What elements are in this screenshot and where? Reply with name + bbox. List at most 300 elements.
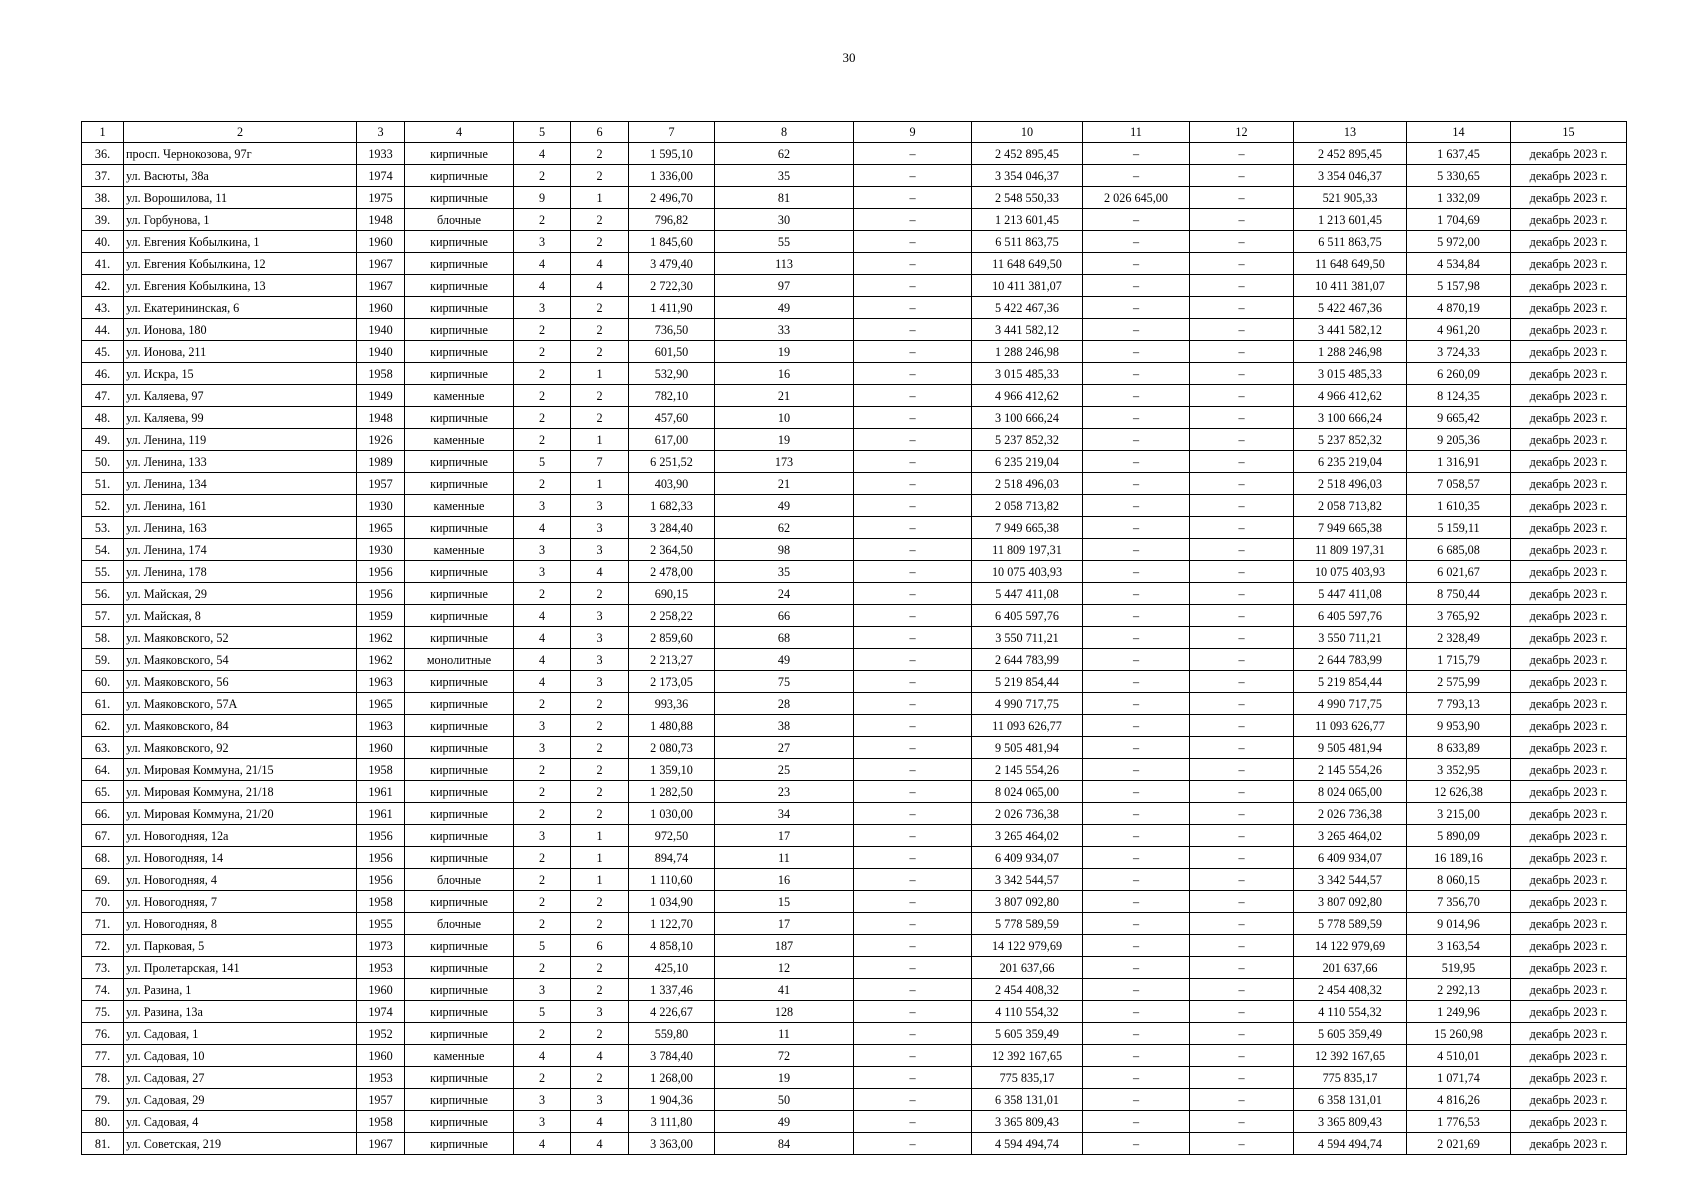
cost-col-11-cell: – bbox=[1083, 869, 1190, 891]
cost-col-13-cell: 11 648 649,50 bbox=[1294, 253, 1407, 275]
row-number-cell: 37. bbox=[82, 165, 124, 187]
floors-cell: 9 bbox=[514, 187, 571, 209]
wall-material-cell: монолитные bbox=[405, 649, 514, 671]
address-cell: ул. Маяковского, 54 bbox=[124, 649, 357, 671]
completion-date-cell: декабрь 2023 г. bbox=[1511, 517, 1627, 539]
wall-material-cell: блочные bbox=[405, 209, 514, 231]
residents-cell: 15 bbox=[715, 891, 854, 913]
cost-col-13-cell: 7 949 665,38 bbox=[1294, 517, 1407, 539]
row-number-cell: 65. bbox=[82, 781, 124, 803]
entrances-cell: 1 bbox=[571, 869, 629, 891]
row-number-cell: 80. bbox=[82, 1111, 124, 1133]
cost-col-11-cell: – bbox=[1083, 693, 1190, 715]
cost-col-11-cell: – bbox=[1083, 451, 1190, 473]
address-cell: ул. Маяковского, 84 bbox=[124, 715, 357, 737]
total-area-cell: 2 859,60 bbox=[629, 627, 715, 649]
table-row bbox=[82, 143, 1627, 165]
cost-col-13-cell: 2 454 408,32 bbox=[1294, 979, 1407, 1001]
entrances-cell: 2 bbox=[571, 165, 629, 187]
cost-col-11-cell: – bbox=[1083, 737, 1190, 759]
wall-material-cell: каменные bbox=[405, 429, 514, 451]
cost-col-9-cell: – bbox=[854, 825, 972, 847]
cost-col-11-cell: – bbox=[1083, 1023, 1190, 1045]
entrances-cell: 1 bbox=[571, 825, 629, 847]
cost-col-9-cell: – bbox=[854, 957, 972, 979]
wall-material-cell: кирпичные bbox=[405, 187, 514, 209]
row-number-cell: 79. bbox=[82, 1089, 124, 1111]
cost-col-12-cell: – bbox=[1190, 319, 1294, 341]
address-cell: ул. Ворошилова, 11 bbox=[124, 187, 357, 209]
column-number-row bbox=[82, 122, 1627, 143]
cost-col-11-cell: – bbox=[1083, 1067, 1190, 1089]
cost-col-11-cell: – bbox=[1083, 803, 1190, 825]
total-area-cell: 1 359,10 bbox=[629, 759, 715, 781]
cost-col-13-cell: 10 411 381,07 bbox=[1294, 275, 1407, 297]
cost-col-13-cell: 2 644 783,99 bbox=[1294, 649, 1407, 671]
cost-col-9-cell: – bbox=[854, 165, 972, 187]
row-number-cell: 60. bbox=[82, 671, 124, 693]
row-number-cell: 52. bbox=[82, 495, 124, 517]
address-cell: ул. Садовая, 4 bbox=[124, 1111, 357, 1133]
total-area-cell: 3 111,80 bbox=[629, 1111, 715, 1133]
wall-material-cell: кирпичные bbox=[405, 517, 514, 539]
year-built-cell: 1956 bbox=[357, 583, 405, 605]
cost-per-sqm-cell: 3 163,54 bbox=[1407, 935, 1511, 957]
completion-date-cell: декабрь 2023 г. bbox=[1511, 143, 1627, 165]
year-built-cell: 1956 bbox=[357, 561, 405, 583]
row-number-cell: 56. bbox=[82, 583, 124, 605]
entrances-cell: 4 bbox=[571, 1045, 629, 1067]
cost-col-9-cell: – bbox=[854, 407, 972, 429]
completion-date-cell: декабрь 2023 г. bbox=[1511, 297, 1627, 319]
total-area-cell: 1 845,60 bbox=[629, 231, 715, 253]
year-built-cell: 1957 bbox=[357, 1089, 405, 1111]
entrances-cell: 3 bbox=[571, 1001, 629, 1023]
column-header: 1 bbox=[82, 122, 124, 143]
row-number-cell: 45. bbox=[82, 341, 124, 363]
cost-col-13-cell: 2 518 496,03 bbox=[1294, 473, 1407, 495]
cost-per-sqm-cell: 3 765,92 bbox=[1407, 605, 1511, 627]
entrances-cell: 4 bbox=[571, 1133, 629, 1155]
address-cell: ул. Новогодняя, 12а bbox=[124, 825, 357, 847]
cost-col-12-cell: – bbox=[1190, 539, 1294, 561]
cost-col-12-cell: – bbox=[1190, 627, 1294, 649]
floors-cell: 5 bbox=[514, 935, 571, 957]
cost-total-cell: 6 405 597,76 bbox=[972, 605, 1083, 627]
table-row bbox=[82, 715, 1627, 737]
total-area-cell: 1 336,00 bbox=[629, 165, 715, 187]
cost-col-12-cell: – bbox=[1190, 935, 1294, 957]
completion-date-cell: декабрь 2023 г. bbox=[1511, 363, 1627, 385]
cost-col-11-cell: – bbox=[1083, 1111, 1190, 1133]
wall-material-cell: кирпичные bbox=[405, 473, 514, 495]
residents-cell: 49 bbox=[715, 297, 854, 319]
total-area-cell: 2 213,27 bbox=[629, 649, 715, 671]
year-built-cell: 1962 bbox=[357, 649, 405, 671]
address-cell: ул. Разина, 13а bbox=[124, 1001, 357, 1023]
cost-per-sqm-cell: 5 890,09 bbox=[1407, 825, 1511, 847]
cost-col-12-cell: – bbox=[1190, 759, 1294, 781]
cost-col-13-cell: 6 358 131,01 bbox=[1294, 1089, 1407, 1111]
wall-material-cell: кирпичные bbox=[405, 935, 514, 957]
completion-date-cell: декабрь 2023 г. bbox=[1511, 627, 1627, 649]
total-area-cell: 782,10 bbox=[629, 385, 715, 407]
cost-col-12-cell: – bbox=[1190, 1089, 1294, 1111]
cost-col-12-cell: – bbox=[1190, 385, 1294, 407]
completion-date-cell: декабрь 2023 г. bbox=[1511, 781, 1627, 803]
wall-material-cell: кирпичные bbox=[405, 891, 514, 913]
floors-cell: 3 bbox=[514, 561, 571, 583]
total-area-cell: 736,50 bbox=[629, 319, 715, 341]
total-area-cell: 1 034,90 bbox=[629, 891, 715, 913]
floors-cell: 2 bbox=[514, 407, 571, 429]
table-row bbox=[82, 935, 1627, 957]
entrances-cell: 2 bbox=[571, 957, 629, 979]
year-built-cell: 1940 bbox=[357, 341, 405, 363]
wall-material-cell: кирпичные bbox=[405, 1067, 514, 1089]
year-built-cell: 1949 bbox=[357, 385, 405, 407]
table-row bbox=[82, 913, 1627, 935]
cost-col-13-cell: 3 342 544,57 bbox=[1294, 869, 1407, 891]
residents-cell: 187 bbox=[715, 935, 854, 957]
address-cell: ул. Парковая, 5 bbox=[124, 935, 357, 957]
cost-col-9-cell: – bbox=[854, 209, 972, 231]
cost-col-13-cell: 3 441 582,12 bbox=[1294, 319, 1407, 341]
cost-per-sqm-cell: 6 685,08 bbox=[1407, 539, 1511, 561]
table-row bbox=[82, 187, 1627, 209]
floors-cell: 3 bbox=[514, 1111, 571, 1133]
residents-cell: 19 bbox=[715, 1067, 854, 1089]
cost-total-cell: 2 548 550,33 bbox=[972, 187, 1083, 209]
total-area-cell: 1 122,70 bbox=[629, 913, 715, 935]
cost-col-9-cell: – bbox=[854, 341, 972, 363]
cost-col-11-cell: – bbox=[1083, 297, 1190, 319]
completion-date-cell: декабрь 2023 г. bbox=[1511, 1045, 1627, 1067]
cost-col-9-cell: – bbox=[854, 517, 972, 539]
floors-cell: 4 bbox=[514, 253, 571, 275]
cost-col-13-cell: 5 778 589,59 bbox=[1294, 913, 1407, 935]
wall-material-cell: кирпичные bbox=[405, 979, 514, 1001]
cost-col-13-cell: 3 365 809,43 bbox=[1294, 1111, 1407, 1133]
year-built-cell: 1930 bbox=[357, 495, 405, 517]
floors-cell: 2 bbox=[514, 429, 571, 451]
floors-cell: 4 bbox=[514, 671, 571, 693]
address-cell: ул. Мировая Коммуна, 21/15 bbox=[124, 759, 357, 781]
table-row bbox=[82, 979, 1627, 1001]
entrances-cell: 3 bbox=[571, 605, 629, 627]
cost-col-13-cell: 10 075 403,93 bbox=[1294, 561, 1407, 583]
wall-material-cell: кирпичные bbox=[405, 847, 514, 869]
cost-col-12-cell: – bbox=[1190, 781, 1294, 803]
residents-cell: 173 bbox=[715, 451, 854, 473]
cost-total-cell: 11 648 649,50 bbox=[972, 253, 1083, 275]
row-number-cell: 57. bbox=[82, 605, 124, 627]
cost-col-13-cell: 3 354 046,37 bbox=[1294, 165, 1407, 187]
total-area-cell: 457,60 bbox=[629, 407, 715, 429]
completion-date-cell: декабрь 2023 г. bbox=[1511, 451, 1627, 473]
cost-total-cell: 14 122 979,69 bbox=[972, 935, 1083, 957]
completion-date-cell: декабрь 2023 г. bbox=[1511, 605, 1627, 627]
cost-col-9-cell: – bbox=[854, 671, 972, 693]
cost-col-9-cell: – bbox=[854, 737, 972, 759]
year-built-cell: 1940 bbox=[357, 319, 405, 341]
completion-date-cell: декабрь 2023 г. bbox=[1511, 209, 1627, 231]
table-row bbox=[82, 583, 1627, 605]
row-number-cell: 41. bbox=[82, 253, 124, 275]
entrances-cell: 3 bbox=[571, 649, 629, 671]
year-built-cell: 1960 bbox=[357, 1045, 405, 1067]
residents-cell: 128 bbox=[715, 1001, 854, 1023]
year-built-cell: 1952 bbox=[357, 1023, 405, 1045]
cost-col-13-cell: 201 637,66 bbox=[1294, 957, 1407, 979]
year-built-cell: 1926 bbox=[357, 429, 405, 451]
address-cell: ул. Евгения Кобылкина, 1 bbox=[124, 231, 357, 253]
cost-total-cell: 10 075 403,93 bbox=[972, 561, 1083, 583]
cost-col-11-cell: – bbox=[1083, 319, 1190, 341]
cost-col-13-cell: 775 835,17 bbox=[1294, 1067, 1407, 1089]
cost-col-13-cell: 5 237 852,32 bbox=[1294, 429, 1407, 451]
row-number-cell: 73. bbox=[82, 957, 124, 979]
residents-cell: 24 bbox=[715, 583, 854, 605]
cost-col-12-cell: – bbox=[1190, 715, 1294, 737]
cost-col-11-cell: – bbox=[1083, 583, 1190, 605]
row-number-cell: 72. bbox=[82, 935, 124, 957]
cost-total-cell: 2 145 554,26 bbox=[972, 759, 1083, 781]
row-number-cell: 50. bbox=[82, 451, 124, 473]
entrances-cell: 2 bbox=[571, 231, 629, 253]
wall-material-cell: кирпичные bbox=[405, 671, 514, 693]
cost-col-11-cell: – bbox=[1083, 825, 1190, 847]
row-number-cell: 58. bbox=[82, 627, 124, 649]
entrances-cell: 3 bbox=[571, 1089, 629, 1111]
completion-date-cell: декабрь 2023 г. bbox=[1511, 1111, 1627, 1133]
cost-col-9-cell: – bbox=[854, 319, 972, 341]
completion-date-cell: декабрь 2023 г. bbox=[1511, 1067, 1627, 1089]
wall-material-cell: кирпичные bbox=[405, 803, 514, 825]
entrances-cell: 2 bbox=[571, 979, 629, 1001]
address-cell: ул. Майская, 8 bbox=[124, 605, 357, 627]
address-cell: ул. Каляева, 99 bbox=[124, 407, 357, 429]
page-number: 30 bbox=[842, 50, 856, 65]
row-number-cell: 53. bbox=[82, 517, 124, 539]
column-header: 4 bbox=[405, 122, 514, 143]
row-number-cell: 49. bbox=[82, 429, 124, 451]
total-area-cell: 3 363,00 bbox=[629, 1133, 715, 1155]
cost-total-cell: 5 237 852,32 bbox=[972, 429, 1083, 451]
address-cell: ул. Садовая, 27 bbox=[124, 1067, 357, 1089]
cost-total-cell: 3 342 544,57 bbox=[972, 869, 1083, 891]
residents-cell: 23 bbox=[715, 781, 854, 803]
floors-cell: 2 bbox=[514, 385, 571, 407]
completion-date-cell: декабрь 2023 г. bbox=[1511, 495, 1627, 517]
residents-cell: 28 bbox=[715, 693, 854, 715]
entrances-cell: 3 bbox=[571, 539, 629, 561]
cost-col-9-cell: – bbox=[854, 715, 972, 737]
cost-per-sqm-cell: 1 610,35 bbox=[1407, 495, 1511, 517]
row-number-cell: 68. bbox=[82, 847, 124, 869]
total-area-cell: 532,90 bbox=[629, 363, 715, 385]
cost-col-9-cell: – bbox=[854, 385, 972, 407]
cost-per-sqm-cell: 9 665,42 bbox=[1407, 407, 1511, 429]
row-number-cell: 62. bbox=[82, 715, 124, 737]
table-row bbox=[82, 627, 1627, 649]
cost-col-13-cell: 6 405 597,76 bbox=[1294, 605, 1407, 627]
address-cell: ул. Ленина, 134 bbox=[124, 473, 357, 495]
residents-cell: 19 bbox=[715, 341, 854, 363]
year-built-cell: 1960 bbox=[357, 297, 405, 319]
completion-date-cell: декабрь 2023 г. bbox=[1511, 231, 1627, 253]
floors-cell: 5 bbox=[514, 451, 571, 473]
cost-col-11-cell: – bbox=[1083, 979, 1190, 1001]
total-area-cell: 2 478,00 bbox=[629, 561, 715, 583]
cost-col-13-cell: 4 110 554,32 bbox=[1294, 1001, 1407, 1023]
residents-cell: 97 bbox=[715, 275, 854, 297]
entrances-cell: 4 bbox=[571, 561, 629, 583]
cost-per-sqm-cell: 7 793,13 bbox=[1407, 693, 1511, 715]
address-cell: ул. Мировая Коммуна, 21/18 bbox=[124, 781, 357, 803]
floors-cell: 2 bbox=[514, 891, 571, 913]
cost-per-sqm-cell: 5 159,11 bbox=[1407, 517, 1511, 539]
wall-material-cell: кирпичные bbox=[405, 1133, 514, 1155]
cost-total-cell: 4 966 412,62 bbox=[972, 385, 1083, 407]
table-row bbox=[82, 891, 1627, 913]
entrances-cell: 2 bbox=[571, 803, 629, 825]
completion-date-cell: декабрь 2023 г. bbox=[1511, 319, 1627, 341]
cost-col-12-cell: – bbox=[1190, 825, 1294, 847]
total-area-cell: 1 030,00 bbox=[629, 803, 715, 825]
residents-cell: 113 bbox=[715, 253, 854, 275]
total-area-cell: 1 337,46 bbox=[629, 979, 715, 1001]
cost-total-cell: 7 949 665,38 bbox=[972, 517, 1083, 539]
cost-col-12-cell: – bbox=[1190, 847, 1294, 869]
year-built-cell: 1959 bbox=[357, 605, 405, 627]
table-row bbox=[82, 605, 1627, 627]
completion-date-cell: декабрь 2023 г. bbox=[1511, 561, 1627, 583]
total-area-cell: 1 411,90 bbox=[629, 297, 715, 319]
cost-col-12-cell: – bbox=[1190, 429, 1294, 451]
cost-per-sqm-cell: 9 205,36 bbox=[1407, 429, 1511, 451]
residents-cell: 11 bbox=[715, 1023, 854, 1045]
address-cell: ул. Ионова, 180 bbox=[124, 319, 357, 341]
cost-per-sqm-cell: 4 510,01 bbox=[1407, 1045, 1511, 1067]
wall-material-cell: кирпичные bbox=[405, 275, 514, 297]
cost-total-cell: 5 447 411,08 bbox=[972, 583, 1083, 605]
cost-col-9-cell: – bbox=[854, 1067, 972, 1089]
cost-col-11-cell: – bbox=[1083, 165, 1190, 187]
cost-col-13-cell: 521 905,33 bbox=[1294, 187, 1407, 209]
wall-material-cell: кирпичные bbox=[405, 341, 514, 363]
total-area-cell: 403,90 bbox=[629, 473, 715, 495]
entrances-cell: 6 bbox=[571, 935, 629, 957]
cost-col-13-cell: 11 809 197,31 bbox=[1294, 539, 1407, 561]
residents-cell: 50 bbox=[715, 1089, 854, 1111]
floors-cell: 2 bbox=[514, 781, 571, 803]
cost-col-12-cell: – bbox=[1190, 737, 1294, 759]
total-area-cell: 2 496,70 bbox=[629, 187, 715, 209]
column-header: 8 bbox=[715, 122, 854, 143]
residents-cell: 10 bbox=[715, 407, 854, 429]
wall-material-cell: кирпичные bbox=[405, 957, 514, 979]
cost-total-cell: 4 990 717,75 bbox=[972, 693, 1083, 715]
table-row bbox=[82, 275, 1627, 297]
cost-total-cell: 4 110 554,32 bbox=[972, 1001, 1083, 1023]
total-area-cell: 601,50 bbox=[629, 341, 715, 363]
cost-per-sqm-cell: 1 071,74 bbox=[1407, 1067, 1511, 1089]
cost-col-9-cell: – bbox=[854, 935, 972, 957]
cost-col-9-cell: – bbox=[854, 231, 972, 253]
row-number-cell: 42. bbox=[82, 275, 124, 297]
row-number-cell: 36. bbox=[82, 143, 124, 165]
table-row bbox=[82, 517, 1627, 539]
floors-cell: 2 bbox=[514, 1023, 571, 1045]
entrances-cell: 2 bbox=[571, 891, 629, 913]
cost-col-9-cell: – bbox=[854, 803, 972, 825]
table-row bbox=[82, 473, 1627, 495]
cost-col-12-cell: – bbox=[1190, 341, 1294, 363]
cost-col-13-cell: 11 093 626,77 bbox=[1294, 715, 1407, 737]
cost-col-12-cell: – bbox=[1190, 1023, 1294, 1045]
entrances-cell: 1 bbox=[571, 473, 629, 495]
address-cell: ул. Садовая, 1 bbox=[124, 1023, 357, 1045]
cost-col-9-cell: – bbox=[854, 627, 972, 649]
table-row bbox=[82, 1111, 1627, 1133]
cost-col-13-cell: 4 990 717,75 bbox=[1294, 693, 1407, 715]
cost-total-cell: 3 354 046,37 bbox=[972, 165, 1083, 187]
completion-date-cell: декабрь 2023 г. bbox=[1511, 1133, 1627, 1155]
table-row bbox=[82, 1067, 1627, 1089]
address-cell: ул. Советская, 219 bbox=[124, 1133, 357, 1155]
column-header: 14 bbox=[1407, 122, 1511, 143]
completion-date-cell: декабрь 2023 г. bbox=[1511, 539, 1627, 561]
year-built-cell: 1956 bbox=[357, 869, 405, 891]
cost-col-13-cell: 4 966 412,62 bbox=[1294, 385, 1407, 407]
cost-col-11-cell: – bbox=[1083, 495, 1190, 517]
residents-cell: 12 bbox=[715, 957, 854, 979]
cost-col-12-cell: – bbox=[1190, 517, 1294, 539]
address-cell: ул. Ионова, 211 bbox=[124, 341, 357, 363]
entrances-cell: 2 bbox=[571, 407, 629, 429]
completion-date-cell: декабрь 2023 г. bbox=[1511, 473, 1627, 495]
table-row bbox=[82, 385, 1627, 407]
row-number-cell: 81. bbox=[82, 1133, 124, 1155]
completion-date-cell: декабрь 2023 г. bbox=[1511, 165, 1627, 187]
entrances-cell: 4 bbox=[571, 253, 629, 275]
residents-cell: 17 bbox=[715, 913, 854, 935]
table-row bbox=[82, 671, 1627, 693]
cost-total-cell: 5 422 467,36 bbox=[972, 297, 1083, 319]
completion-date-cell: декабрь 2023 г. bbox=[1511, 825, 1627, 847]
entrances-cell: 1 bbox=[571, 363, 629, 385]
cost-col-11-cell: – bbox=[1083, 429, 1190, 451]
cost-col-13-cell: 1 288 246,98 bbox=[1294, 341, 1407, 363]
year-built-cell: 1933 bbox=[357, 143, 405, 165]
cost-col-9-cell: – bbox=[854, 759, 972, 781]
cost-per-sqm-cell: 4 961,20 bbox=[1407, 319, 1511, 341]
cost-col-13-cell: 3 015 485,33 bbox=[1294, 363, 1407, 385]
address-cell: ул. Каляева, 97 bbox=[124, 385, 357, 407]
floors-cell: 3 bbox=[514, 737, 571, 759]
cost-col-11-cell: – bbox=[1083, 1001, 1190, 1023]
cost-col-13-cell: 12 392 167,65 bbox=[1294, 1045, 1407, 1067]
completion-date-cell: декабрь 2023 г. bbox=[1511, 275, 1627, 297]
cost-per-sqm-cell: 5 157,98 bbox=[1407, 275, 1511, 297]
address-cell: ул. Евгения Кобылкина, 12 bbox=[124, 253, 357, 275]
wall-material-cell: кирпичные bbox=[405, 737, 514, 759]
cost-col-11-cell: – bbox=[1083, 143, 1190, 165]
table-row bbox=[82, 803, 1627, 825]
row-number-cell: 67. bbox=[82, 825, 124, 847]
entrances-cell: 2 bbox=[571, 781, 629, 803]
